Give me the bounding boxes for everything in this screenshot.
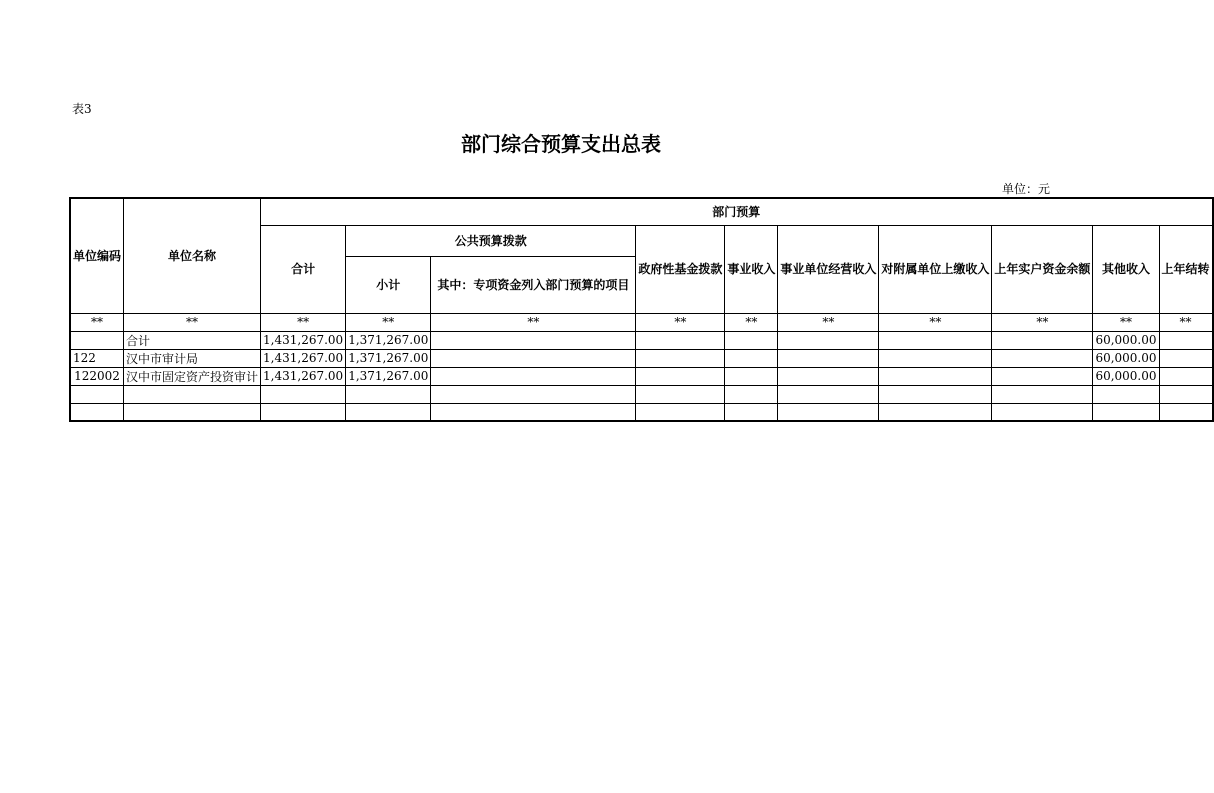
table-row: [70, 367, 1213, 385]
cell-carryover: [1159, 403, 1213, 421]
cell-code: [70, 385, 124, 403]
cell-code: [70, 403, 124, 421]
cell-operating-income: [778, 367, 879, 385]
cell-carryover: [1159, 367, 1213, 385]
header-special-items: 其中：专项资金列入部门预算的项目: [431, 256, 636, 313]
cell-prior-balance: [992, 385, 1093, 403]
cell-total: [261, 385, 346, 403]
marker-cell: **: [778, 313, 879, 331]
marker-cell: **: [879, 313, 992, 331]
cell-gov-fund: [636, 331, 725, 349]
cell-name: 合计: [124, 331, 261, 349]
header-gov-fund: 政府性基金拨款: [636, 225, 725, 313]
cell-operating-income: [778, 349, 879, 367]
marker-row: [70, 313, 1213, 331]
cell-gov-fund: [636, 403, 725, 421]
cell-affiliated-income: [879, 349, 992, 367]
marker-cell: **: [124, 313, 261, 331]
cell-prior-balance: [992, 403, 1093, 421]
cell-prior-balance: [992, 331, 1093, 349]
cell-other-income: 60,000.00: [1093, 349, 1159, 367]
cell-code: 122: [70, 349, 124, 367]
cell-total: 1,431,267.00: [261, 331, 346, 349]
table-row-empty: [70, 385, 1213, 403]
cell-carryover: [1159, 331, 1213, 349]
header-other-income: 其他收入: [1093, 225, 1159, 313]
cell-carryover: [1159, 349, 1213, 367]
header-total: 合计: [261, 225, 346, 313]
budget-expenditure-table: [69, 197, 1214, 422]
cell-other-income: [1093, 403, 1159, 421]
marker-cell: **: [346, 313, 431, 331]
cell-subtotal: [346, 403, 431, 421]
marker-cell: **: [70, 313, 124, 331]
header-unit-name: 单位名称: [124, 198, 261, 313]
marker-cell: **: [725, 313, 778, 331]
cell-special-items: [431, 403, 636, 421]
cell-operating-income: [778, 385, 879, 403]
cell-operating-income: [778, 403, 879, 421]
cell-prior-balance: [992, 349, 1093, 367]
header-prior-balance: 上年实户资金余额: [992, 225, 1093, 313]
cell-gov-fund: [636, 367, 725, 385]
marker-cell: **: [1093, 313, 1159, 331]
cell-other-income: 60,000.00: [1093, 331, 1159, 349]
table-number: 表3: [72, 102, 92, 116]
cell-gov-fund: [636, 385, 725, 403]
cell-special-items: [431, 349, 636, 367]
cell-carryover: [1159, 385, 1213, 403]
cell-total: 1,431,267.00: [261, 367, 346, 385]
cell-affiliated-income: [879, 403, 992, 421]
header-subtotal: 小计: [346, 256, 431, 313]
header-carryover: 上年结转: [1159, 225, 1213, 313]
table-row: [70, 349, 1213, 367]
cell-total: 1,431,267.00: [261, 349, 346, 367]
cell-affiliated-income: [879, 385, 992, 403]
cell-subtotal: 1,371,267.00: [346, 349, 431, 367]
cell-code: 122002: [70, 367, 124, 385]
cell-name: [124, 385, 261, 403]
unit-label: 单位：元: [1001, 182, 1050, 196]
header-public-budget: 公共预算拨款: [346, 225, 636, 256]
marker-cell: **: [636, 313, 725, 331]
cell-name: 汉中市固定资产投资审计: [124, 367, 261, 385]
cell-special-items: [431, 331, 636, 349]
cell-code: [70, 331, 124, 349]
cell-subtotal: [346, 385, 431, 403]
header-operating-income: 事业单位经营收入: [778, 225, 879, 313]
cell-business-income: [725, 349, 778, 367]
table-row-empty: [70, 403, 1213, 421]
cell-subtotal: 1,371,267.00: [346, 331, 431, 349]
cell-name: [124, 403, 261, 421]
page-title: 部门综合预算支出总表: [461, 132, 661, 156]
marker-cell: **: [992, 313, 1093, 331]
cell-name: 汉中市审计局: [124, 349, 261, 367]
cell-affiliated-income: [879, 331, 992, 349]
cell-business-income: [725, 367, 778, 385]
cell-other-income: 60,000.00: [1093, 367, 1159, 385]
cell-other-income: [1093, 385, 1159, 403]
cell-prior-balance: [992, 367, 1093, 385]
cell-special-items: [431, 367, 636, 385]
cell-special-items: [431, 385, 636, 403]
cell-business-income: [725, 385, 778, 403]
header-business-income: 事业收入: [725, 225, 778, 313]
cell-operating-income: [778, 331, 879, 349]
marker-cell: **: [1159, 313, 1213, 331]
cell-gov-fund: [636, 349, 725, 367]
header-unit-code: 单位编码: [70, 198, 124, 313]
marker-cell: **: [431, 313, 636, 331]
cell-affiliated-income: [879, 367, 992, 385]
table-row-total: [70, 331, 1213, 349]
cell-subtotal: 1,371,267.00: [346, 367, 431, 385]
header-affiliated-income: 对附属单位上缴收入: [879, 225, 992, 313]
header-dept-budget: 部门预算: [261, 198, 1213, 225]
cell-business-income: [725, 331, 778, 349]
cell-business-income: [725, 403, 778, 421]
marker-cell: **: [261, 313, 346, 331]
cell-total: [261, 403, 346, 421]
